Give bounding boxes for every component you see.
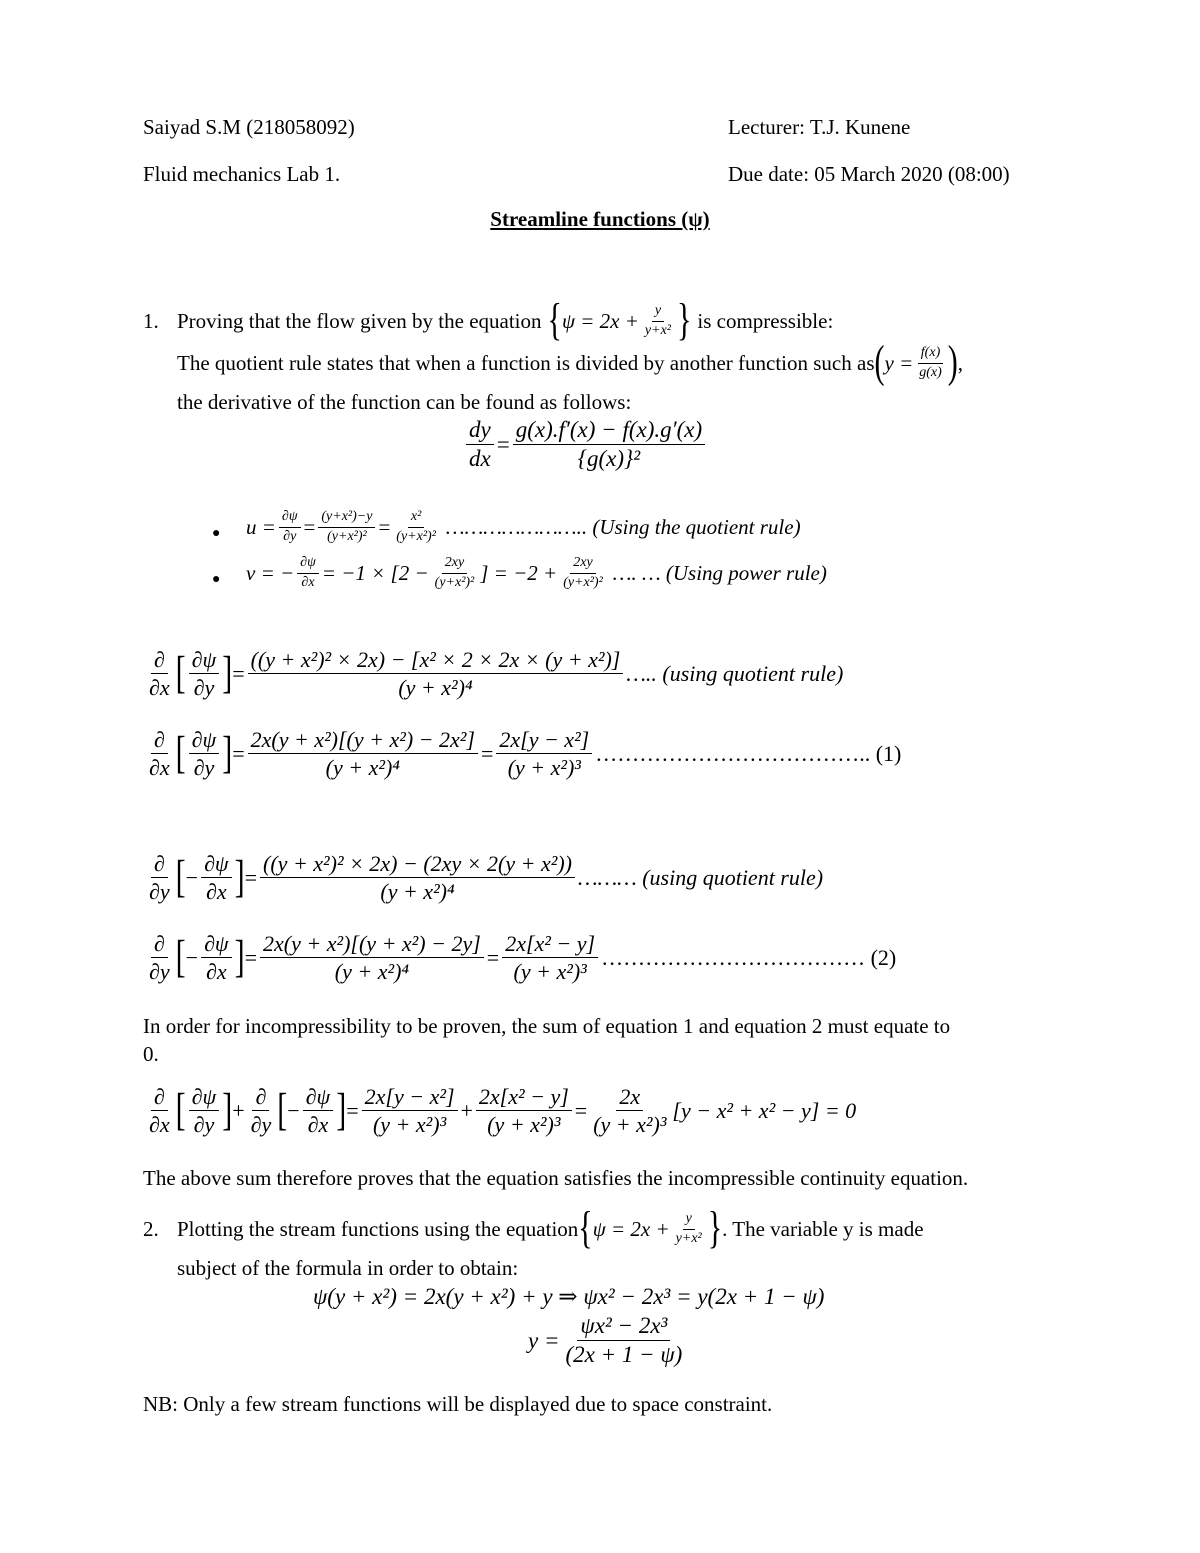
derivative-text: the derivative of the function can be found as follows: bbox=[177, 390, 632, 414]
y-solution-equation: y = $\frac{\text{ψx² − 2x³}}{(2x + 1 - \psi)}$ bbox=[528, 1313, 683, 1368]
du-dx-equation-2: $\frac{\partial}{\partial x}$ [ $\frac{\partial\psi}{\partial y}$ ] = $\frac{\text{2x(y + x²)[(y + x²) − 2x²]}}{\text{(y + x²)⁴}}$ = $\frac{\text{2x[y − x²]}}{\text{(y + x²)³}}$ ……………………………….. (1) bbox=[149, 727, 902, 781]
q2-number: 2. bbox=[143, 1216, 159, 1241]
q1-eq-left: ψ = 2x + bbox=[561, 308, 639, 333]
lecturer-name: Lecturer: T.J. Kunene bbox=[728, 115, 911, 139]
u-equation: u = $\frac{\partial\psi}{\partial y}$ = $\frac{\text{(y+x²)−y}}{\text{(y+x²)²}}$ = $\frac{\text{x²}}{\text{(y+x²)²}}$ ………………….. (Using the quotient rule) bbox=[246, 509, 801, 544]
course-name: Fluid mechanics Lab 1. bbox=[143, 162, 341, 186]
document-title: Streamline functions (ψ) bbox=[490, 207, 710, 231]
v-equation: v = − $\frac{\partial\psi}{\partial x}$ = −1 × [2 − $\frac{2xy}{\text{(y+x²)²}}$ ] = −2 + $\frac{2xy}{\text{(y+x²)²}}$ …. … (Using power rule) bbox=[246, 555, 827, 590]
due-date: Due date: 05 March 2020 (08:00) bbox=[728, 162, 1010, 186]
incompressibility-text: In order for incompressibility to be proven, the sum of equation 1 and equation 2 must equate to bbox=[143, 1014, 951, 1038]
bullet-dot: ● bbox=[212, 526, 221, 541]
q1-number: 1. bbox=[143, 308, 159, 333]
sum-equation: $\frac{\partial}{\partial x}$ [ $\frac{\partial\psi}{\partial y}$ ] + $\frac{\partial}{\partial y}$ [ − $\frac{\partial\psi}{\partial x}$ ] = $\frac{\text{2x[y − x²]}}{\text{(y + x²)³}}$ + $\frac{\text{2x[x² − y]}}{\text{(y + x²)³}}$ = $\frac{2x}{\text{(y + x²)³}}$ [y − x² + x² − y] = 0 bbox=[149, 1084, 857, 1138]
dv-dy-equation-2: $\frac{\partial}{\partial y}$ [ − $\frac{\partial\psi}{\partial x}$ ] = $\frac{\text{2x(y + x²)[(y + x²) − 2y]}}{\text{(y + x²)⁴}}$ = $\frac{\text{2x[x² − y]}}{\text{(y + x²)³}}$ ……………………………… (2) bbox=[149, 931, 897, 985]
q1-tail: is compressible: bbox=[697, 308, 834, 333]
dv-dy-equation-1: $\frac{\partial}{\partial y}$ [ − $\frac{\partial\psi}{\partial x}$ ] = $\frac{\text{((y + x²)² × 2x) − (2xy × 2(y + x²))}}{\text{(y + x²)⁴}}$ ……… (using quotient rule) bbox=[149, 851, 824, 905]
q2-line2: subject of the formula in order to obtain: bbox=[177, 1256, 519, 1280]
q2-statement: 2. Plotting the stream functions using the equation { ψ = 2x + $\frac{y}{\text{y+x²}}$ } . The variable y is made bbox=[143, 1203, 924, 1254]
quotient-fraction: $\frac{f(x)}{g(x)}$ bbox=[919, 345, 942, 380]
quotient-intro: The quotient rule states that when a function is divided by another function such as ( y = $\frac{f(x)}{g(x)}$ ) , bbox=[177, 337, 964, 388]
student-name: Saiyad S.M (218058092) bbox=[143, 115, 355, 139]
bullet-dot: ● bbox=[212, 572, 221, 587]
q1-lead: Proving that the flow given by the equation bbox=[177, 308, 542, 333]
du-dx-equation-1: $\frac{\partial}{\partial x}$ [ $\frac{\partial\psi}{\partial y}$ ] = $\frac{\text{((y + x²)² × 2x) − [x² × 2 × 2x × (y + x²)]}}{\text{(y + x²)⁴}}$ ….. (using quotient rule) bbox=[149, 647, 844, 701]
q1-statement: 1. Proving that the flow given by the equation { ψ = 2x + $\frac{y}{\text{y+x²}}$ } is compressible: bbox=[143, 295, 834, 346]
nb-note: NB: Only a few stream functions will be displayed due to space constraint. bbox=[143, 1392, 773, 1416]
incompressibility-text-cont: 0. bbox=[143, 1042, 159, 1066]
conclusion-text: The above sum therefore proves that the equation satisfies the incompressible continuity equation. bbox=[143, 1166, 969, 1190]
quotient-rule-equation: $\frac{dy}{dx}$ = $\frac{g(x).f'(x) - f(x).g'(x)}{\text{\{g(x)\}²}}$ bbox=[463, 418, 708, 471]
q1-eq-fraction: $\frac{y}{\text{y+x²}}$ bbox=[644, 303, 671, 338]
rearranged-equation: ψ(y + x²) = 2x(y + x²) + y ⇒ ψx² − 2x³ = y(2x + 1 − ψ) bbox=[313, 1284, 825, 1309]
